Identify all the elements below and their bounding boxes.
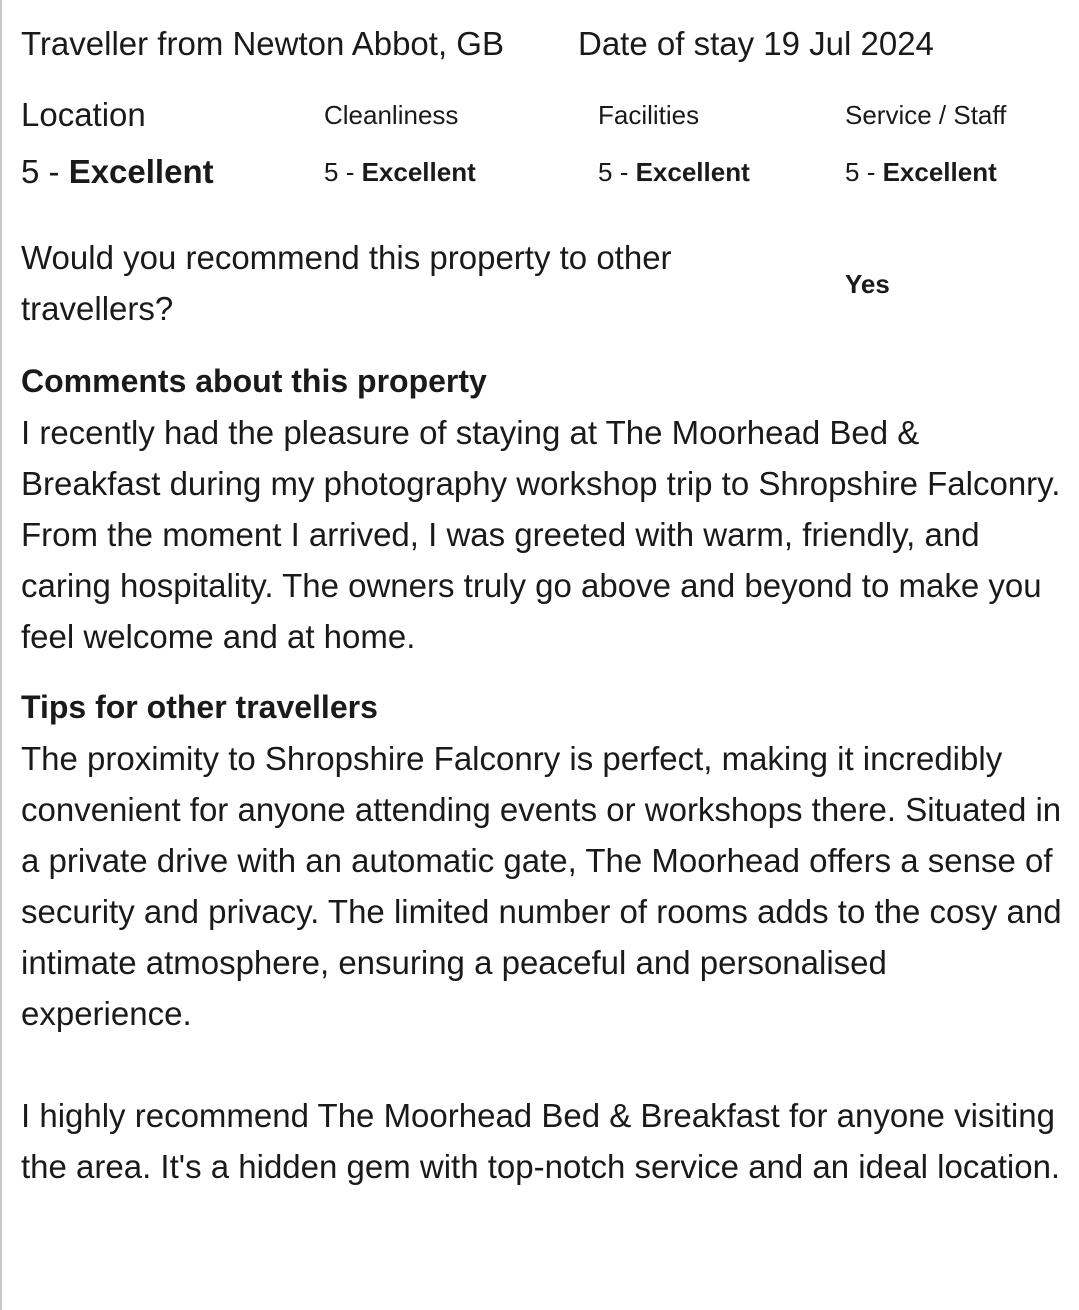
comments-heading: Comments about this property <box>21 363 487 399</box>
recommend-question: Would you recommend this property to other travellers? <box>21 239 672 327</box>
ratings-grid <box>21 93 1066 213</box>
rating-score: 5 - Excellent <box>324 157 476 187</box>
tips-heading: Tips for other travellers <box>21 689 378 725</box>
rating-category: Service / Staff <box>845 100 1007 130</box>
rating-score: 5 - Excellent <box>845 157 997 187</box>
rating-category: Facilities <box>598 100 700 130</box>
comments-text: I recently had the pleasure of staying at The Moorhead Bed & Breakfast during my photography workshop trip to Shropshire Falconry. From the moment I arrived, I was greeted with warm, friendly, and caring hospitality. The owners truly go above and beyond to make you feel welcome and at home. <box>21 414 1061 655</box>
comments-section <box>21 356 1066 662</box>
date-of-stay: Date of stay 19 Jul 2024 <box>578 25 934 62</box>
recommend-answer: Yes <box>845 269 890 299</box>
recommend-row <box>21 232 1066 336</box>
rating-score: 5 - Excellent <box>598 157 750 187</box>
traveller-origin: Traveller from Newton Abbot, GB <box>21 25 504 62</box>
tips-paragraph: I highly recommend The Moorhead Bed & Breakfast for anyone visiting the area. It's a hidden gem with top-notch service and an ideal location. <box>21 1097 1061 1185</box>
tips-paragraph: The proximity to Shropshire Falconry is perfect, making it incredibly convenient for anyone attending events or workshops there. Situated in a private drive with an automatic gate, The Moorhead offers a sense of security and privacy. The limited number of rooms adds to the cosy and intimate atmosphere, ensuring a peaceful and personalised experience. <box>21 740 1062 1032</box>
rating-category: Cleanliness <box>324 100 459 130</box>
rating-category: Location <box>21 96 146 133</box>
rating-score: 5 - Excellent <box>21 153 214 190</box>
tips-section <box>21 682 1066 1192</box>
